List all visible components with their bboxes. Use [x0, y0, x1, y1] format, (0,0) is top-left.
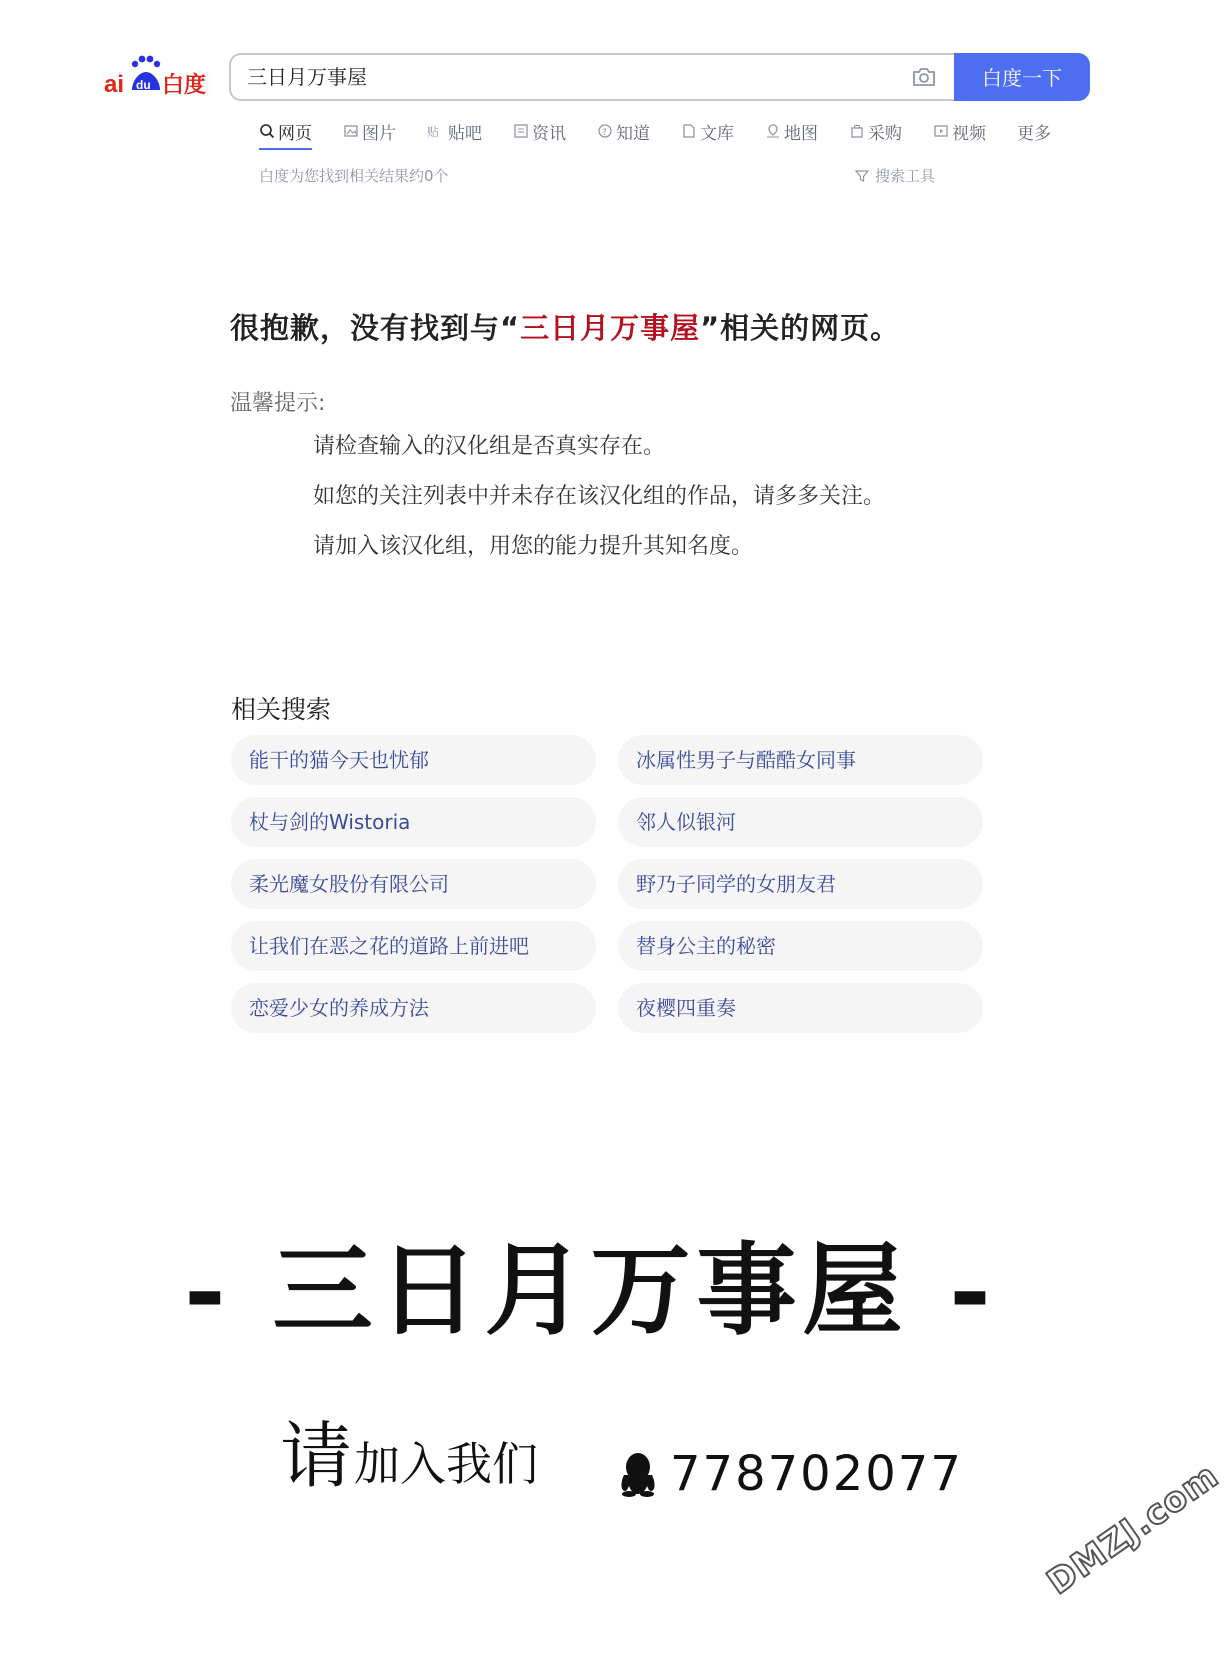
result-count: 白度为您找到相关结果约0个: [259, 167, 449, 185]
tab-images[interactable]: [343, 116, 396, 146]
no-result-heading: [230, 306, 900, 347]
tab-wenku[interactable]: [681, 116, 734, 146]
tab-label: 图片: [362, 123, 396, 144]
tab-shopping[interactable]: [849, 116, 902, 146]
search-button[interactable]: 白度一下: [954, 53, 1090, 101]
no-result-prefix: 很抱歉，没有找到与“: [230, 311, 521, 345]
tab-news[interactable]: [513, 116, 566, 146]
tab-zhidao[interactable]: [597, 116, 650, 146]
map-icon: [765, 123, 781, 139]
join-big-char: 请: [280, 1414, 353, 1498]
tab-tieba[interactable]: [427, 116, 482, 146]
qq-contact: [618, 1446, 963, 1502]
shop-icon: [849, 123, 865, 139]
tab-label: 采购: [868, 123, 902, 144]
related-search-link[interactable]: 柔光魔女股份有限公司: [231, 859, 596, 909]
tieba-icon: [427, 123, 445, 139]
search-input[interactable]: [247, 55, 887, 99]
news-icon: [513, 123, 529, 139]
related-search-link[interactable]: 野乃子同学的女朋友君: [618, 859, 983, 909]
tip-item: 请加入该汉化组，用您的能力提升其知名度。: [313, 534, 754, 559]
camera-icon[interactable]: [911, 66, 937, 88]
related-search-link[interactable]: 邻人似银河: [618, 797, 983, 847]
tab-map[interactable]: [765, 116, 818, 146]
tips-list: [313, 432, 885, 582]
group-name-banner: - 三日月万事屋 -: [184, 1231, 997, 1349]
image-icon: [343, 123, 359, 139]
search-tools-label: 搜索工具: [875, 167, 936, 185]
site-logo[interactable]: [104, 54, 209, 100]
tip-item: 请检查输入的汉化组是否真实存在。: [313, 434, 666, 459]
tab-webpage[interactable]: [259, 116, 312, 146]
related-search-link[interactable]: 让我们在恶之花的道路上前进吧: [231, 921, 596, 971]
svg-text:ai: ai: [104, 71, 125, 98]
no-result-keyword: 三日月万事屋: [520, 311, 701, 345]
related-search-link[interactable]: 恋爱少女的养成方法: [231, 983, 596, 1033]
related-search-link[interactable]: 替身公主的秘密: [618, 921, 983, 971]
tab-label: 知道: [616, 123, 650, 144]
related-search-link[interactable]: 夜樱四重奏: [618, 983, 983, 1033]
filter-icon: [855, 169, 869, 183]
tab-more[interactable]: [1017, 116, 1051, 146]
search-icon: [259, 123, 275, 139]
search-box[interactable]: [229, 53, 955, 101]
svg-text:贴: 贴: [427, 125, 440, 139]
related-search-link[interactable]: 杖与剑的Wistoria: [231, 797, 596, 847]
related-search-link[interactable]: 能干的猫今天也忧郁: [231, 735, 596, 785]
related-searches-title: 相关搜索: [231, 695, 332, 724]
join-rest-text: 加入我们: [354, 1437, 539, 1491]
join-us-text: [280, 1414, 539, 1498]
tab-label: 地图: [784, 123, 818, 144]
document-icon: [681, 123, 697, 139]
related-search-link[interactable]: 冰属性男子与酷酷女同事: [618, 735, 983, 785]
svg-text:白度: 白度: [162, 73, 207, 98]
svg-text:?: ?: [602, 128, 607, 138]
search-tools-button[interactable]: [855, 165, 935, 186]
qq-penguin-icon: [618, 1451, 658, 1497]
search-nav-tabs: [259, 116, 1082, 150]
tab-label: 网页: [278, 123, 312, 144]
tab-label: 资讯: [532, 123, 566, 144]
tab-label: 视频: [952, 123, 986, 144]
watermark: DMZJ.com: [1040, 1455, 1226, 1603]
qq-number: 778702077: [670, 1446, 963, 1502]
tips-label: 温馨提示:: [230, 391, 326, 416]
tab-label: 文库: [700, 123, 734, 144]
tab-label: 贴吧: [448, 123, 482, 144]
svg-text:du: du: [136, 78, 151, 92]
video-icon: [933, 123, 949, 139]
no-result-suffix: ”相关的网页。: [700, 311, 901, 345]
question-icon: [597, 123, 613, 139]
baidu-logo-icon: [104, 54, 209, 100]
tip-item: 如您的关注列表中并未存在该汉化组的作品，请多多关注。: [313, 484, 886, 509]
tab-video[interactable]: [933, 116, 986, 146]
tab-label: 更多: [1017, 123, 1051, 144]
